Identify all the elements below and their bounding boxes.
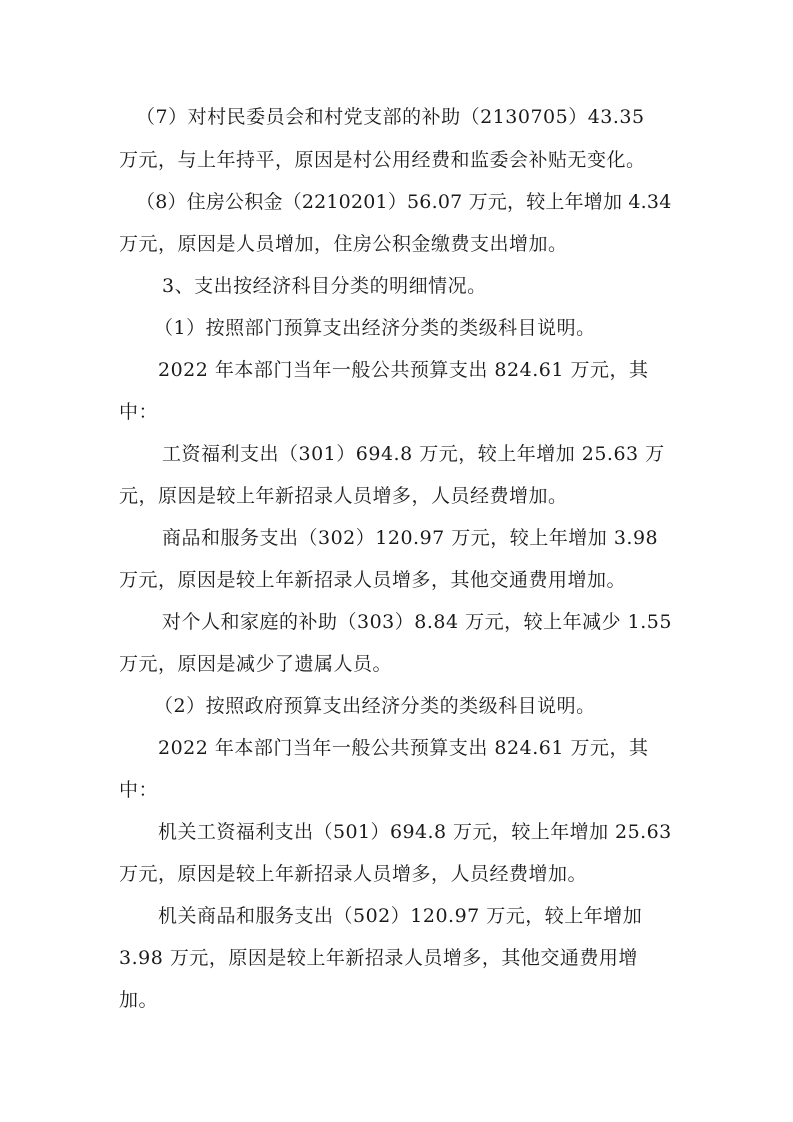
p5-line-1: 2022 年本部门当年一般公共预算支出 824.61 万元，其 — [158, 359, 649, 381]
p12-line-3: 加。 — [119, 989, 159, 1011]
p2-line-2: 万元，原因是人员增加，住房公积金缴费支出增加。 — [119, 233, 568, 255]
p2-line-1: （8）住房公积金（2210201）56.07 万元，较上年增加 4.34 — [136, 191, 672, 213]
p7-line-1: 商品和服务支出（302）120.97 万元，较上年增加 3.98 — [162, 527, 659, 549]
p10-line-1: 2022 年本部门当年一般公共预算支出 824.61 万元，其 — [158, 737, 649, 759]
p10-line-2: 中： — [119, 779, 159, 801]
p5-line-2: 中： — [119, 401, 159, 423]
p12-line-1: 机关商品和服务支出（502）120.97 万元，较上年增加 — [158, 905, 643, 927]
p6-line-2: 元，原因是较上年新招录人员增多，人员经费增加。 — [119, 485, 568, 507]
p1-line-1: （7）对村民委员会和村党支部的补助（2130705）43.35 — [136, 106, 645, 128]
p1-line-2: 万元，与上年持平，原因是村公用经费和监委会补贴无变化。 — [119, 149, 646, 171]
p11-line-1: 机关工资福利支出（501）694.8 万元，较上年增加 25.63 — [158, 821, 672, 843]
p8-line-2: 万元，原因是减少了遗属人员。 — [119, 653, 393, 675]
p8-line-1: 对个人和家庭的补助（303）8.84 万元，较上年减少 1.55 — [162, 611, 672, 633]
p6-line-1: 工资福利支出（301）694.8 万元，较上年增加 25.63 万 — [162, 443, 665, 465]
p7-line-2: 万元，原因是较上年新招录人员增多，其他交通费用增加。 — [119, 569, 627, 591]
p4-line-1: （1）按照部门预算支出经济分类的类级科目说明。 — [154, 317, 596, 339]
p12-line-2: 3.98 万元，原因是较上年新招录人员增多，其他交通费用增 — [119, 947, 638, 969]
p11-line-2: 万元，原因是较上年新招录人员增多，人员经费增加。 — [119, 863, 588, 885]
p3-line-1: 3、支出按经济科目分类的明细情况。 — [162, 275, 487, 297]
p9-line-1: （2）按照政府预算支出经济分类的类级科目说明。 — [154, 695, 596, 717]
